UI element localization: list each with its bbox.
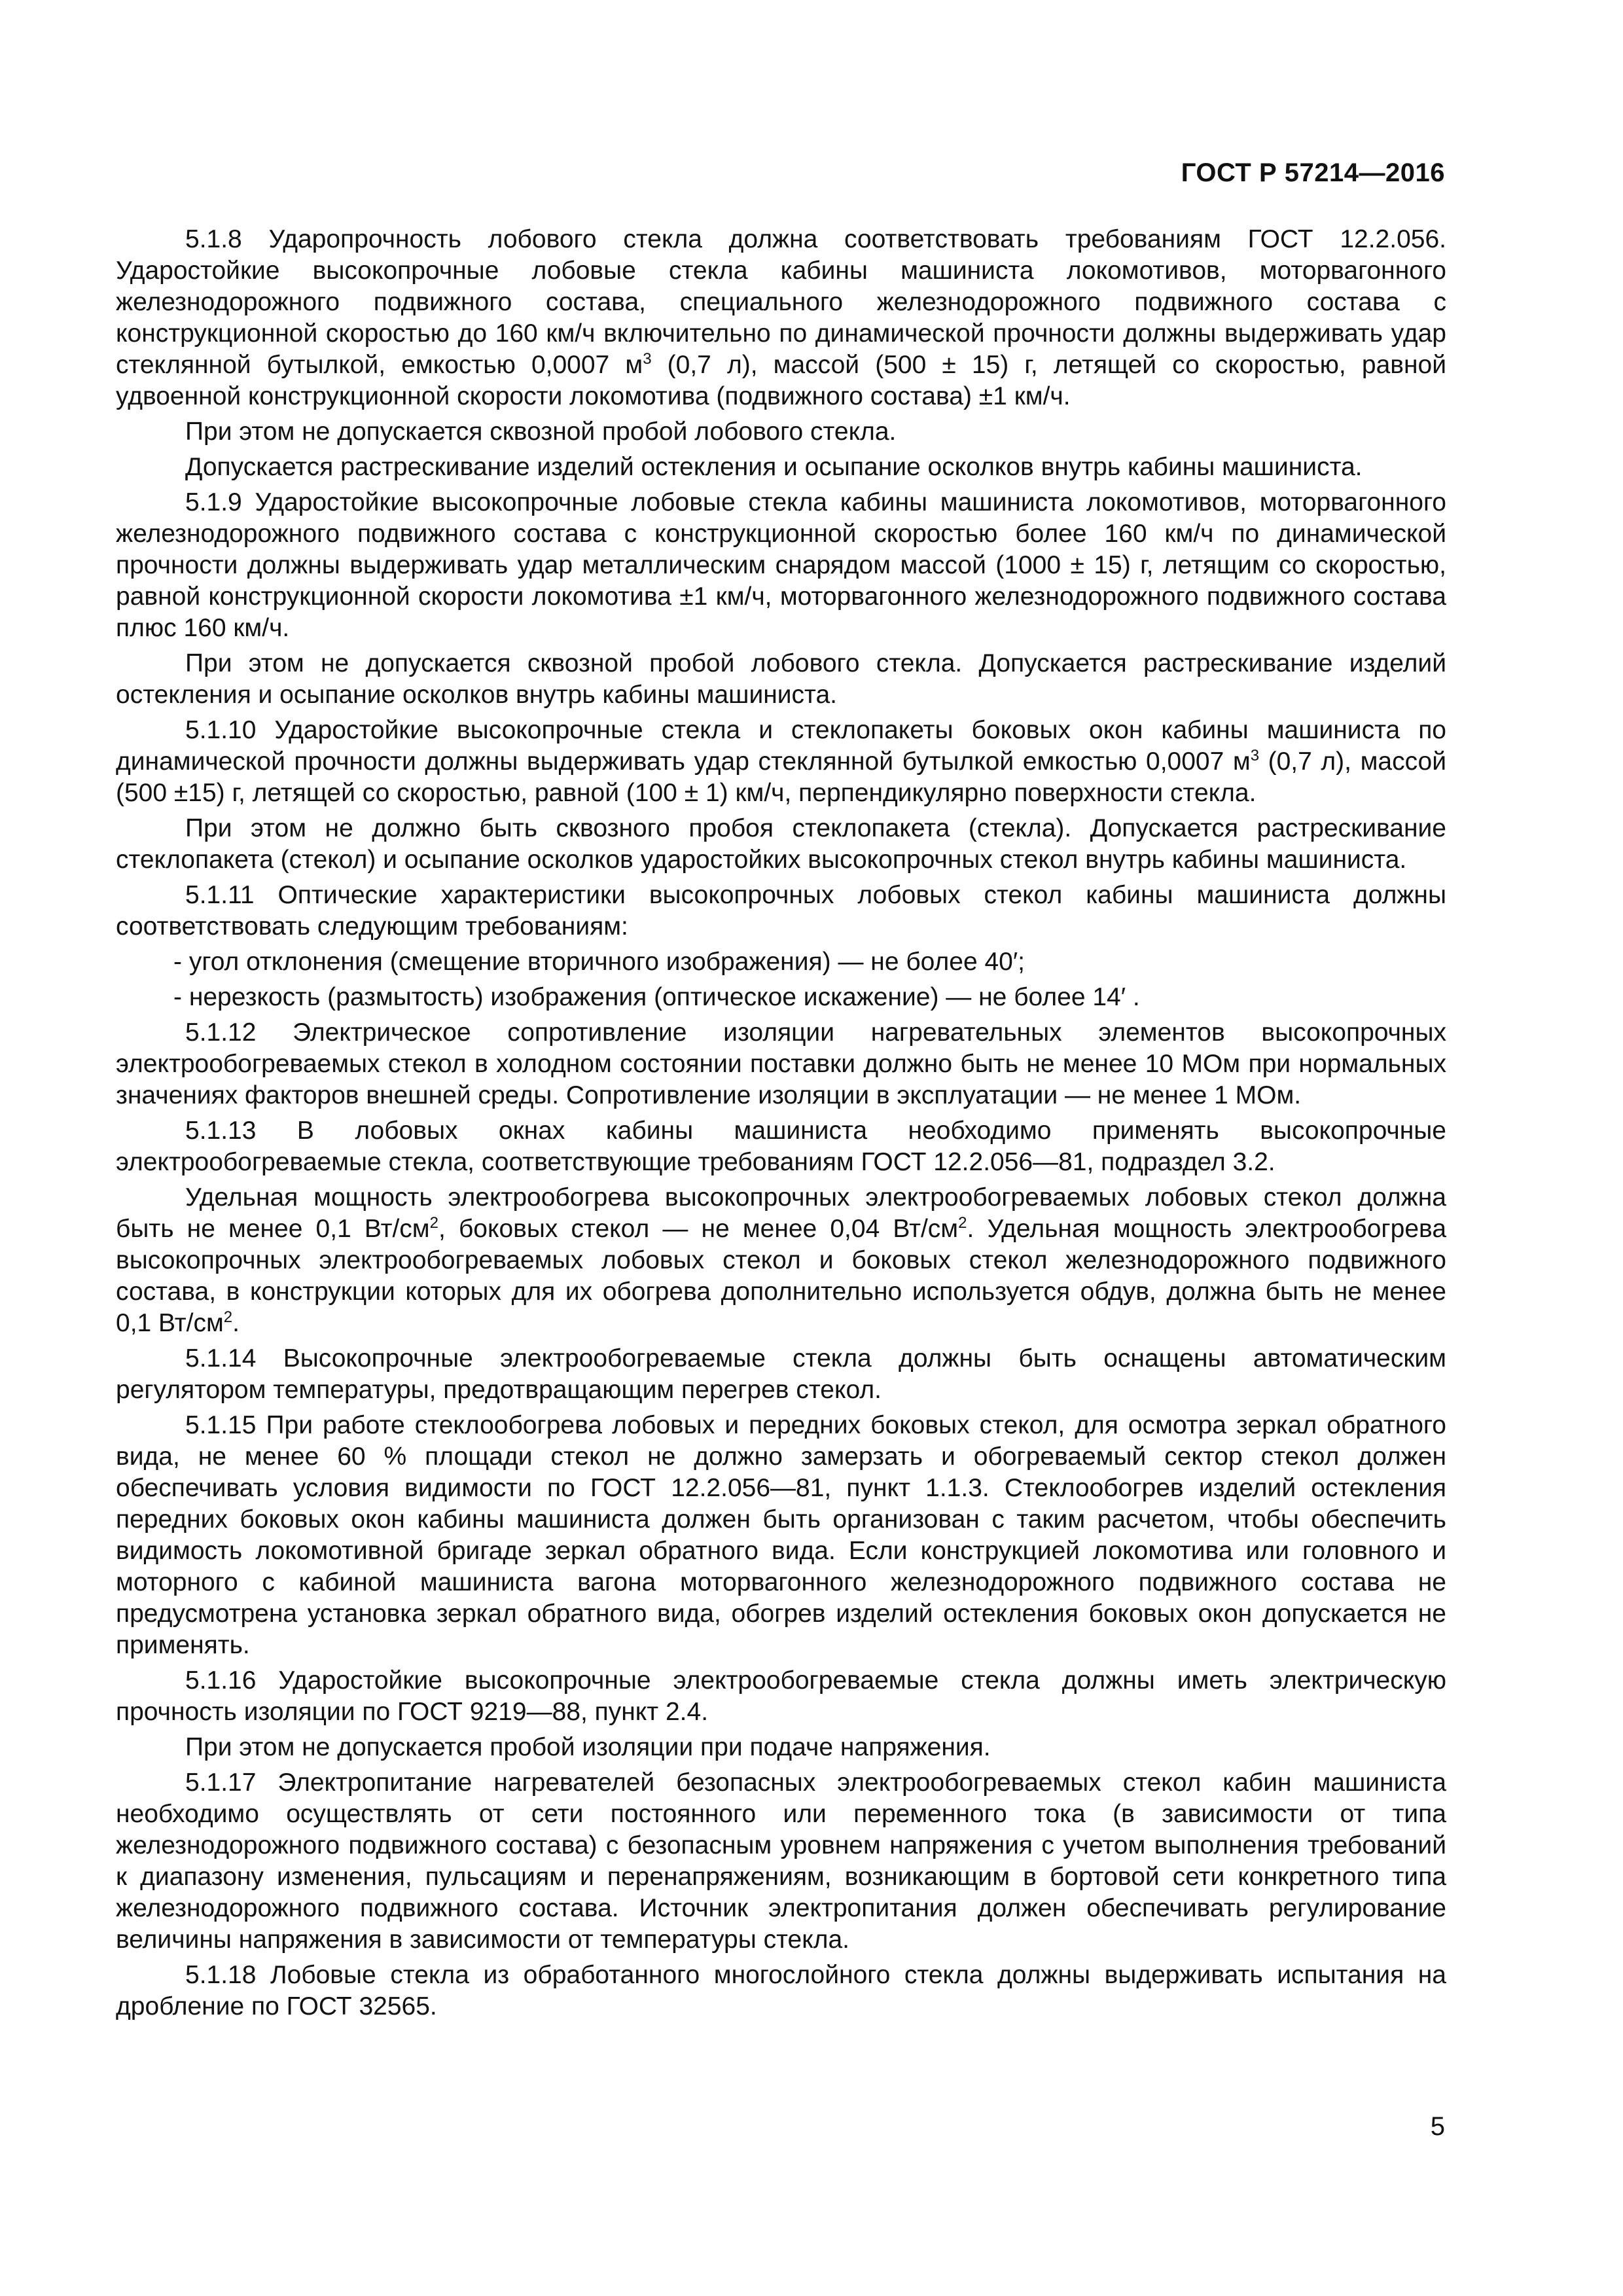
paragraph — [116, 715, 1446, 809]
superscript: 2 — [958, 1214, 967, 1232]
paragraph — [116, 1182, 1446, 1339]
paragraph — [116, 1343, 1446, 1406]
text-run: , боковых стекол — не менее 0,04 Вт/см — [438, 1215, 959, 1243]
text-run: (0,7 л), массой (500 ±15) г, летящей со скоростью, равной (100 ± 1) км/ч, перпендикулярно поверхности стекла. — [116, 747, 1446, 807]
paragraph — [116, 1665, 1446, 1728]
superscript: 2 — [429, 1214, 438, 1232]
paragraph — [116, 813, 1446, 876]
text-run: 5.1.10 Ударостойкие высокопрочные стекла и стеклопакеты боковых окон кабины машиниста по динамической прочности должны выдерживать удар стеклянной бутылкой емкостью 0,0007 м — [116, 716, 1446, 776]
page-number: 5 — [1430, 2112, 1445, 2141]
paragraph — [116, 648, 1446, 711]
paragraph — [116, 1410, 1446, 1661]
text-run: 5.1.15 При работе стеклообогрева лобовых и передних боковых стекол, для осмотра зеркал обратного вида, не менее 60 % площади стекол не должно замерзать и обогреваемый сектор стекол должен обеспечивать условия видимости по ГОСТ 12.2.056—81, пункт 1.1.3. Стеклообогрев изделий остекления передних боковых окон кабины машиниста должен быть организован с таким расчетом, чтобы обеспечить видимость локомотивной бригаде зеркал обратного вида. Если конструкцией локомотива или головного и моторного с кабиной машиниста вагона моторвагонного железнодорожного подвижного состава не предусмотрена установка зеркал обратного вида, обогрев изделий остекления боковых окон допускается не применять. — [116, 1411, 1446, 1659]
text-run: . — [232, 1309, 240, 1337]
paragraph — [116, 1960, 1446, 2022]
paragraph — [116, 452, 1446, 483]
text-run: Допускается растрескивание изделий остекления и осыпание осколков внутрь кабины машиниста. — [185, 453, 1363, 481]
paragraph — [116, 1732, 1446, 1763]
paragraph — [116, 1767, 1446, 1956]
superscript: 2 — [223, 1308, 233, 1326]
list-item — [173, 946, 1446, 978]
text-run: Удельная мощность электрообогрева высокопрочных электрообогреваемых лобовых стекол должна быть не менее 0,1 Вт/см — [116, 1183, 1446, 1243]
text-run: 5.1.14 Высокопрочные электрообогреваемые стекла должны быть оснащены автоматическим регулятором температуры, предотвращающим перегрев стекол. — [116, 1344, 1446, 1404]
superscript: 3 — [1250, 747, 1260, 764]
text-run: (0,7 л), массой (500 ± 15) г, летящей со скоростью, равной удвоенной конструкционной скорости локомотива (подвижного состава) ±1 км/ч. — [116, 351, 1447, 410]
paragraph — [116, 224, 1446, 412]
superscript: 3 — [643, 350, 652, 368]
text-run: 5.1.13 В лобовых окнах кабины машиниста необходимо применять высокопрочные электрообогреваемые стекла, соответствующие требованиям ГОСТ 12.2.056—81, подраздел 3.2. — [116, 1117, 1446, 1176]
paragraph — [116, 1017, 1446, 1111]
paragraph — [116, 1115, 1446, 1178]
paragraph — [116, 487, 1446, 644]
text-run: 5.1.17 Электропитание нагревателей безопасных электрообогреваемых стекол кабин машиниста необходимо осуществлять от сети постоянного или переменного тока (в зависимости от типа железнодорожного подвижного состава) с безопасным уровнем напряжения с учетом выполнения требований к диапазону изменения, пульсациям и перенапряжениям, возникающим в бортовой сети конкретного типа железнодорожного подвижного состава. Источник электропитания должен обеспечивать регулирование величины напряжения в зависимости от температуры стекла. — [116, 1768, 1446, 1954]
text-run: . Удельная мощность электрообогрева высокопрочных электрообогреваемых лобовых стекол и боковых стекол железнодорожного подвижного состава, в конструкции которых для их обогрева дополнительно используется обдув, должна быть не менее 0,1 Вт/см — [116, 1215, 1447, 1337]
text-run: 5.1.12 Электрическое сопротивление изоляции нагревательных элементов высокопрочных электрообогреваемых стекол в холодном состоянии поставки должно быть не менее 10 МОм при нормальных значениях факторов внешней среды. Сопротивление изоляции в эксплуатации — не менее 1 МОм. — [116, 1018, 1446, 1109]
paragraph — [116, 416, 1446, 448]
document-header-id: ГОСТ Р 57214—2016 — [1181, 158, 1445, 187]
text-run: 5.1.16 Ударостойкие высокопрочные электрообогреваемые стекла должны иметь электрическую прочность изоляции по ГОСТ 9219—88, пункт 2.4. — [116, 1666, 1446, 1726]
text-run: При этом не должно быть сквозного пробоя стеклопакета (стекла). Допускается растрескивание стеклопакета (стекол) и осыпание осколков ударостойких высокопрочных стекол внутрь кабины машиниста. — [116, 814, 1446, 874]
list-item — [173, 982, 1446, 1013]
document-body — [116, 224, 1446, 2026]
text-run: - нерезкость (размытость) изображения (оптическое искажение) — не более 14′ . — [173, 983, 1140, 1011]
text-run: - угол отклонения (смещение вторичного изображения) — не более 40′; — [173, 948, 1026, 976]
paragraph — [116, 880, 1446, 942]
text-run: 5.1.9 Ударостойкие высокопрочные лобовые стекла кабины машиниста локомотивов, моторвагонного железнодорожного подвижного состава с конструкционной скоростью более 160 км/ч по динамической прочности должны выдерживать удар металлическим снарядом массой (1000 ± 15) г, летящим со скоростью, равной конструкционной скорости локомотива ±1 км/ч, моторвагонного железнодорожного подвижного состава плюс 160 км/ч. — [116, 488, 1446, 642]
text-run: 5.1.11 Оптические характеристики высокопрочных лобовых стекол кабины машиниста должны соответствовать следующим требованиям: — [116, 881, 1446, 941]
text-run: При этом не допускается сквозной пробой лобового стекла. Допускается растрескивание изделий остекления и осыпание осколков внутрь кабины машиниста. — [116, 649, 1446, 709]
text-run: При этом не допускается пробой изоляции при подаче напряжения. — [185, 1733, 991, 1761]
text-run: 5.1.8 Ударопрочность лобового стекла должна соответствовать требованиям ГОСТ 12.2.056. Ударостойкие высокопрочные лобовые стекла кабины машиниста локомотивов, моторвагонного железнодорожного подвижного состава, специального железнодорожного подвижного состава с конструкционной скоростью до 160 км/ч включительно по динамической прочности должны выдерживать удар стеклянной бутылкой, емкостью 0,0007 м — [116, 225, 1446, 379]
text-run: При этом не допускается сквозной пробой лобового стекла. — [185, 418, 897, 446]
text-run: 5.1.18 Лобовые стекла из обработанного многослойного стекла должны выдерживать испытания на дробление по ГОСТ 32565. — [116, 1961, 1446, 2020]
